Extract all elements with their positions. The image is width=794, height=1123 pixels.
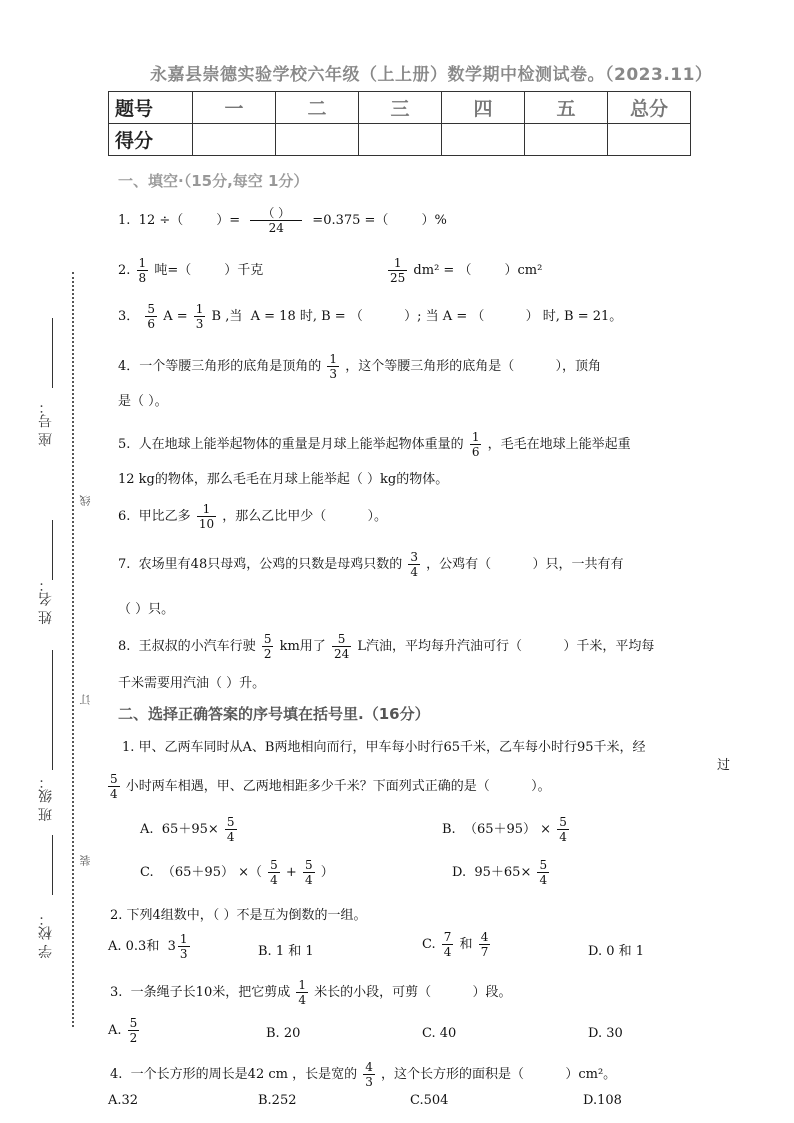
fraction: $\frac{7}{4}$ [443,930,452,959]
option-2-4-d[interactable]: D.108 [583,1093,622,1108]
fraction: $\frac{1}{6}$ [471,430,480,459]
school-label: 学 校： [38,912,54,959]
fraction: $\frac{5}{24}$ [333,632,350,661]
option-2-2-b[interactable]: B. 1 和 1 [258,944,314,959]
fraction: $\frac{1}{25}$ [390,256,406,285]
question-2-2: 2. 下列4组数中，（ ）不是互为倒数的一组。 [110,908,367,923]
score-table-score-row [109,124,691,156]
score-cell-2: 二 [276,92,359,124]
score-blank[interactable] [608,124,691,156]
question-1-4-line2: 是（ ）。 [118,394,168,409]
option-2-1-d[interactable]: D. 95＋65× $\frac{5}{4}$ [452,858,548,887]
option-2-1-b[interactable]: B. （65＋95） × $\frac{5}{4}$ [442,815,567,844]
question-1-8-line2: 千米需要用汽油（ ）升。 [118,676,266,691]
fraction: $\frac{5}{2}$ [129,1016,138,1045]
fraction: $\frac{1}{10}$ [198,502,215,531]
binding-label-zhuang: 装 [79,855,92,866]
section-1-title: 一、填空·（15分,每空 1分） [118,172,309,190]
option-2-4-b[interactable]: B.252 [258,1093,297,1108]
question-1-2-part2: $\frac{1}{25}$ dm² = （ ）cm² [390,256,543,285]
school-underline [52,835,53,895]
score-blank[interactable] [442,124,525,156]
fraction: $\frac{4}{7}$ [480,930,489,959]
option-2-3-a[interactable]: A. $\frac{5}{2}$ [108,1016,138,1045]
question-1-5-line2: 12 kg的物体，那么毛毛在月球上能举起（ ）kg的物体。 [118,472,449,487]
score-cell-total: 总分 [608,92,691,124]
question-1-7-line2: （ ）只。 [118,602,175,617]
option-2-1-a[interactable]: A. 65＋95× $\frac{5}{4}$ [140,815,235,844]
question-2-1-wrap: 过 [717,758,731,773]
score-table-header-row [109,92,691,124]
fraction: $\frac{5}{4}$ [110,772,118,801]
section-2-title: 二、选择正确答案的序号填在括号里.（16分） [118,705,430,723]
fraction: $\frac{1}{3}$ [329,352,338,381]
question-1-8: 8. 王叔叔的小汽车行驶 $\frac{5}{2}$ km用了 $\frac{5}{24}$ L汽油，平均每升汽油可行（ ）千米，平均每 [118,632,655,661]
score-cell-5: 五 [525,92,608,124]
option-2-4-c[interactable]: C.504 [410,1093,449,1108]
question-1-1: 1. 12 ÷（ ）= $\frac{( )}{24}$ =0.375 =（ ）% [118,206,447,235]
option-2-2-c[interactable]: C. $\frac{7}{4}$ 和 $\frac{4}{7}$ [422,930,489,959]
binding-label-ding: 订 [79,694,92,705]
option-2-3-c[interactable]: C. 40 [422,1026,457,1041]
fraction: $\frac{5}{4}$ [304,858,313,887]
fraction: $\frac{3}{4}$ [410,550,418,579]
exam-title: 永嘉县崇德实验学校六年级（上上册）数学期中检测试卷。（2023.11） [150,65,713,85]
question-1-7: 7. 农场里有48只母鸡，公鸡的只数是母鸡只数的 $\frac{3}{4}$ ，公鸡有（ ）只，一共有有 [118,550,624,579]
score-blank[interactable] [193,124,276,156]
fraction: $\frac{4}{3}$ [365,1060,373,1089]
option-2-3-b[interactable]: B. 20 [266,1026,301,1041]
fraction: $\frac{5}{4}$ [226,815,235,844]
option-2-1-c[interactable]: C. （65＋95） ×（ $\frac{5}{4}$ + $\frac{5}{4}$ ） [140,858,334,887]
seat-label: 座 号： [38,400,54,447]
question-2-1: 1. 甲、乙两车同时从A、B两地相向而行，甲车每小时行65千米，乙车每小时行95千米，经 [122,740,646,755]
score-cell-label: 题号 [109,92,193,124]
score-blank[interactable] [359,124,442,156]
class-label: 班 级： [38,775,54,822]
fraction: $\frac{5}{2}$ [263,632,272,661]
score-blank[interactable] [525,124,608,156]
binding-label-line: 线 [79,495,92,506]
question-1-4: 4．一个等腰三角形的底角是顶角的 $\frac{1}{3}$ ，这个等腰三角形的底角是（ ），顶角 [118,352,602,381]
option-2-3-d[interactable]: D. 30 [588,1026,623,1041]
fraction: $\frac{1}{3}$ [195,302,204,331]
name-label: 姓 名： [38,578,54,625]
option-2-2-d[interactable]: D. 0 和 1 [588,944,645,959]
fraction: $\frac{1}{3}$ [179,932,188,961]
question-2-3: 3. 一条绳子长10米，把它剪成 $\frac{1}{4}$ 米长的小段，可剪（ ）段。 [110,978,512,1007]
fraction: $\frac{( )}{24}$ [250,206,302,235]
score-cell-4: 四 [442,92,525,124]
seat-underline [52,318,53,388]
question-2-1-line2: $\frac{5}{4}$ 小时两车相遇，甲、乙两地相距多少千米？下面列式正确的是（ ）。 [110,772,551,801]
question-2-4: 4. 一个长方形的周长是42 cm ，长是宽的 $\frac{4}{3}$ ，这个长方形的面积是（ ）cm²。 [110,1060,617,1089]
option-2-2-a[interactable]: A. 0.3和 3 $\frac{1}{3}$ [108,932,188,961]
binding-dotted-line [72,272,74,1027]
fraction: $\frac{1}{8}$ [138,256,147,285]
question-1-5: 5. 人在地球上能举起物体的重量是月球上能举起物体重量的 $\frac{1}{6}$ ，毛毛在地球上能举起重 [118,430,631,459]
option-2-4-a[interactable]: A.32 [108,1093,139,1108]
class-underline [52,650,53,770]
fraction: $\frac{5}{4}$ [559,815,567,844]
score-table [108,91,691,156]
score-blank[interactable] [276,124,359,156]
fraction: $\frac{1}{4}$ [298,978,306,1007]
fraction: $\frac{5}{6}$ [147,302,156,331]
score-cell-3: 三 [359,92,442,124]
question-1-2: 2. $\frac{1}{8}$ 吨=（ ）千克 [118,256,264,285]
question-1-6: 6. 甲比乙多 $\frac{1}{10}$ ，那么乙比甲少（ ）。 [118,502,388,531]
score-cell-1: 一 [193,92,276,124]
fraction: $\frac{5}{4}$ [539,858,548,887]
score-row-label: 得分 [109,124,193,156]
fraction: $\frac{5}{4}$ [270,858,278,887]
name-underline [52,520,53,580]
question-1-3: 3． $\frac{5}{6}$ A = $\frac{1}{3}$ B ,当 A = 18 时, B = （ ）; 当 A = （ ） 时, B = 21。 [118,302,623,331]
